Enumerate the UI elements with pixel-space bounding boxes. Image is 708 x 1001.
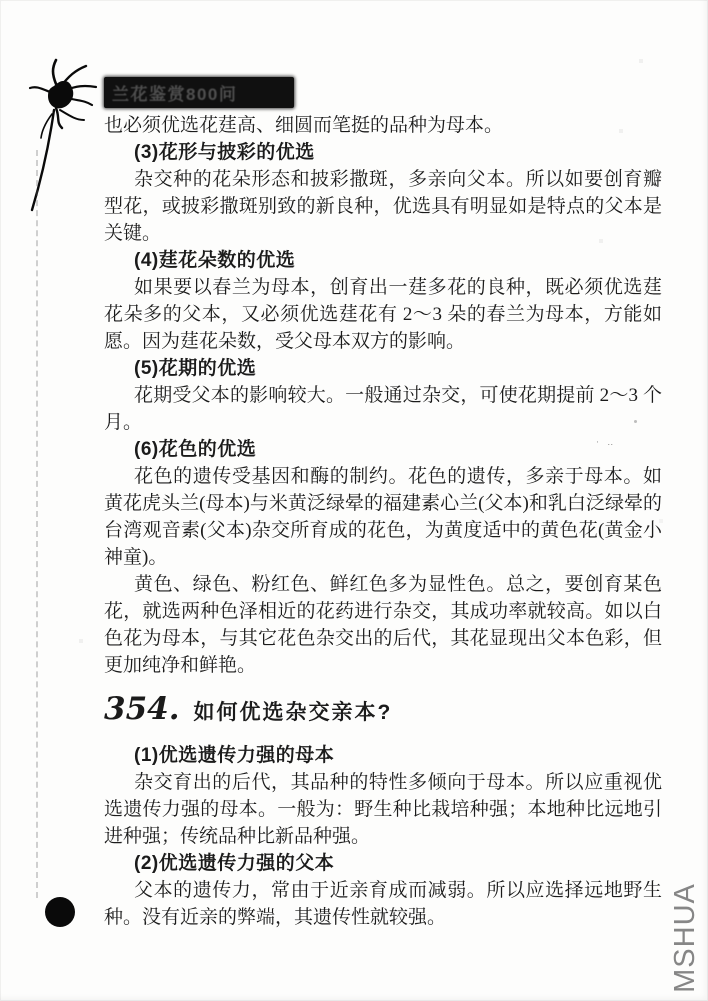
subsection-3-paragraph: 杂交种的花朵形态和披彩撒斑，多亲向父本。所以如要创育瓣型花，或披彩撒斑别致的新良种，优选具有明显如是特点的父本是关键。 [104,169,662,244]
subsection-6-paragraph-2: 黄色、绿色、粉红色、鲜红色多为显性色。总之，要创育某色花，就选两种色泽相近的花药进行杂交，其成功率就较高。如以白色花为母本，与其它花色杂交出的后代，其花显现出父本色彩，但更加纯净和鲜艳。 [104,574,662,676]
subsection-1-paragraph: 杂交育出的后代，其品种的特性多倾向于母本。所以应重视优选遗传力强的母本。一般为：野生种比栽培种强；本地种比远地引进种强；传统品种比新品种强。 [104,772,662,847]
section-bullet-dot [45,897,75,927]
margin-dotted-line [36,150,38,898]
scan-noise-speck [634,420,637,423]
subsection-heading-3: (3)花形与披彩的优选 [134,142,315,163]
subsection-heading-2: (2)优选遗传力强的父本 [134,853,335,874]
subsection-heading-1: (1)优选遗传力强的母本 [134,745,335,766]
subsection-6-paragraph-1: 花色的遗传受基因和酶的制约。花色的遗传，多亲于母本。如黄花虎头兰(母本)与米黄泛绿晕的福建素心兰(父本)和乳白泛绿晕的台湾观音素(父本)杂交所育成的花色，为黄度适中的黄色花(黄金小神童)。 [104,466,662,568]
carryover-paragraph-line: 也必须优选花莛高、细圆而笔挺的品种为母本。 [104,115,504,136]
question-number: 354. [104,691,180,727]
subsection-heading-4: (4)莛花朵数的优选 [134,250,296,271]
question-title: 如何优选杂交亲本? [193,701,393,724]
page-text-column [104,112,662,931]
watermark-text: MSHUA [669,883,701,993]
scan-noise-specks [0,0,2,2]
subsection-heading-5: (5)花期的优选 [134,358,257,379]
orchid-ink-illustration [26,58,106,223]
subsection-4-paragraph: 如果要以春兰为母本，创育出一莛多花的良种，既必须优选莛花朵多的父本，又必须优选莛花有 2～3 朵的春兰为母本，方能如愿。因为莛花朵数，受父母本双方的影响。 [104,277,662,352]
subsection-2-paragraph: 父本的遗传力，常由于近亲育成而减弱。所以应选择远地野生种。没有近亲的弊端，其遗传性就较强。 [104,880,662,928]
book-title-banner [104,77,294,108]
question-354-heading [104,691,662,731]
subsection-heading-6: (6)花色的优选 [134,439,257,460]
subsection-5-paragraph: 花期受父本的影响较大。一般通过杂交，可使花期提前 2～3 个月。 [104,385,662,433]
scan-noise-dots: · ‥ [596,437,617,447]
book-title-text: 兰花鉴赏800问 [112,85,238,104]
